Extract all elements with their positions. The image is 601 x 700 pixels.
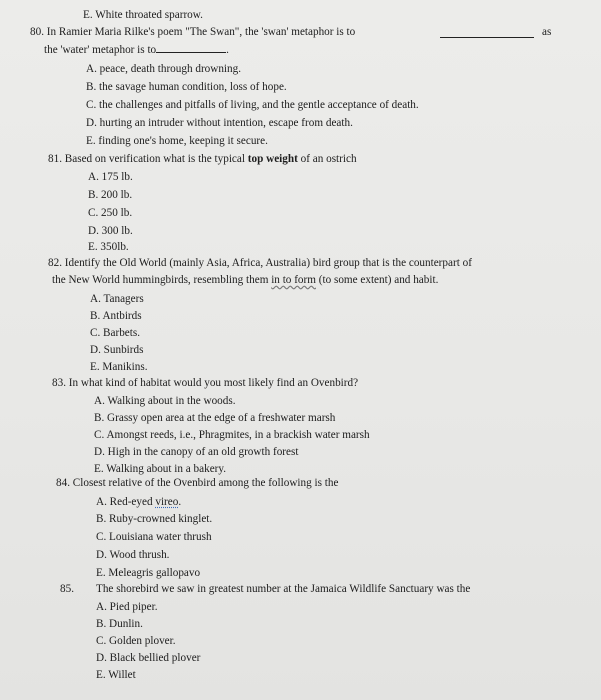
- q80-option-c: C. the challenges and pitfalls of living, and the gentle acceptance of death.: [86, 99, 419, 111]
- q80-stem-text-2: the 'water' metaphor is to: [44, 44, 157, 56]
- q80-stem-line2: [44, 42, 229, 57]
- q80-option-a: A. peace, death through drowning.: [86, 63, 242, 75]
- q82-stem-line1: 82. Identify the Old World (mainly Asia, Africa, Australia) bird group that is the counterpart of: [48, 257, 472, 269]
- q85-option-a: A. Pied piper.: [96, 601, 158, 613]
- q82-option-c: C. Barbets.: [90, 327, 141, 339]
- q80-option-d: D. hurting an intruder without intention, escape from death.: [86, 117, 353, 129]
- q81-option-c: C. 250 lb.: [88, 207, 133, 219]
- q82-option-a: A. Tanagers: [90, 293, 144, 305]
- q84-option-e: E. Meleagris gallopavo: [96, 567, 201, 579]
- q80-answer-blank-2: [156, 42, 226, 53]
- q82-stem-line2-after: (to some extent) and habit.: [318, 274, 439, 286]
- q80-as-word: as: [542, 26, 552, 38]
- q82-option-e: E. Manikins.: [90, 361, 148, 373]
- q80-option-b: B. the savage human condition, loss of hope.: [86, 81, 287, 93]
- q81-stem-bold: top weight: [247, 153, 298, 165]
- q85-stem: The shorebird we saw in greatest number at the Jamaica Wildlife Sanctuary was the: [96, 583, 471, 595]
- q80-number: 80.: [30, 26, 44, 38]
- q81-stem-after: of an ostrich: [300, 153, 357, 165]
- q83-option-d: D. High in the canopy of an old growth forest: [94, 446, 299, 458]
- q80-option-e: E. finding one's home, keeping it secure.: [86, 135, 268, 147]
- q84-option-c: C. Louisiana water thrush: [96, 531, 212, 543]
- q81-option-b: B. 200 lb.: [88, 189, 133, 201]
- q80-answer-blank-1: [440, 27, 534, 38]
- q81-option-e: E. 350lb.: [88, 241, 129, 253]
- q84-option-a-after: .: [178, 496, 182, 508]
- q83-option-b: B. Grassy open area at the edge of a freshwater marsh: [94, 412, 336, 424]
- q85-option-b: B. Dunlin.: [96, 618, 143, 630]
- q81-stem-before: 81. Based on verification what is the typical: [48, 153, 245, 165]
- q84-option-a: [96, 495, 181, 509]
- q80-period: .: [226, 44, 229, 56]
- q85-option-d: D. Black bellied plover: [96, 652, 201, 664]
- q81-stem: [48, 152, 357, 166]
- q79-option-e: E. White throated sparrow.: [83, 9, 203, 21]
- q82-stem-line2: [52, 273, 438, 287]
- q81-option-a: A. 175 lb.: [88, 171, 133, 183]
- q82-option-d: D. Sunbirds: [90, 344, 144, 356]
- q85-option-c: C. Golden plover.: [96, 635, 176, 647]
- q83-option-a: A. Walking about in the woods.: [94, 395, 236, 407]
- q83-option-c: C. Amongst reeds, i.e., Phragmites, in a brackish water marsh: [94, 429, 370, 441]
- q84-stem: 84. Closest relative of the Ovenbird among the following is the: [56, 477, 339, 489]
- q84-option-a-underlined: vireo: [155, 496, 179, 508]
- q85-number: 85.: [60, 583, 74, 595]
- q84-option-d: D. Wood thrush.: [96, 549, 170, 561]
- q83-option-e: E. Walking about in a bakery.: [94, 463, 227, 475]
- q82-option-b: B. Antbirds: [90, 310, 142, 322]
- q81-option-d: D. 300 lb.: [88, 225, 133, 237]
- q84-option-a-before: A. Red-eyed: [96, 496, 153, 508]
- q85-option-e: E. Willet: [96, 669, 136, 681]
- q84-option-b: B. Ruby-crowned kinglet.: [96, 513, 213, 525]
- q82-stem-line2-before: the New World hummingbirds, resembling them: [52, 274, 269, 286]
- q82-grammar-underline: in to form: [271, 274, 316, 286]
- q80-stem-line1: [30, 25, 355, 39]
- q83-stem: 83. In what kind of habitat would you most likely find an Ovenbird?: [52, 377, 359, 389]
- q80-stem-text: In Ramier Maria Rilke's poem "The Swan", the 'swan' metaphor is to: [46, 26, 356, 38]
